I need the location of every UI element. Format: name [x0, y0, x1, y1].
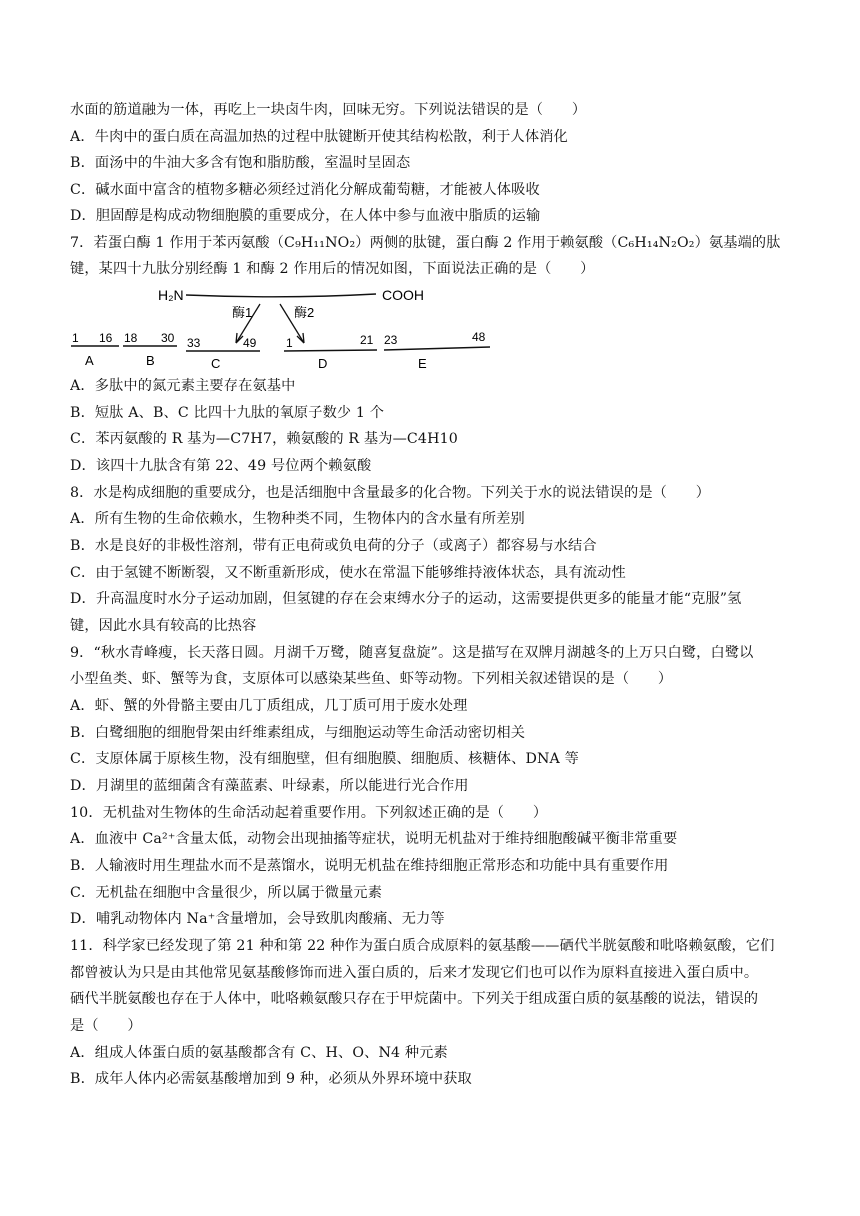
fragment-a-end: 16 — [99, 331, 113, 345]
q6-stem-continued: 水面的筋道融为一体，再吃上一块卤牛肉，回味无穷。下列说法错误的是（ ） — [70, 102, 587, 118]
q9-option-a: A．虾、蟹的外骨骼主要由几丁质组成，几丁质可用于废水处理 — [70, 698, 468, 714]
fragment-b-start: 18 — [124, 331, 138, 345]
q10-option-a: A．血液中 Ca²⁺含量太低，动物会出现抽搐等症状，说明无机盐对于维持细胞酸碱平衡非常重要 — [70, 831, 678, 847]
n-terminus-label: H₂N — [158, 287, 184, 303]
fragment-d-start: 1 — [286, 336, 293, 350]
q8-option-a: A．所有生物的生命依赖水，生物种类不同，生物体内的含水量有所差别 — [70, 511, 525, 527]
q11-stem-line1: 11．科学家已经发现了第 21 种和第 22 种作为蛋白质合成原料的氨基酸——硒代半胱氨酸和吡咯赖氨酸，它们 — [70, 938, 775, 954]
q7-option-b: B．短肽 A、B、C 比四十九肽的氧原子数少 1 个 — [70, 405, 385, 421]
peptide-cleavage-diagram — [66, 283, 506, 373]
q7-option-a: A．多肽中的氮元素主要存在氨基中 — [70, 378, 296, 394]
q9-stem-line2: 小型鱼类、虾、蟹等为食，支原体可以感染某些鱼、虾等动物。下列相关叙述错误的是（ ） — [70, 671, 673, 687]
q11-option-b: B．成年人体内必需氨基酸增加到 9 种，必须从外界环境中获取 — [70, 1071, 472, 1087]
q10-option-d: D．哺乳动物体内 Na⁺含量增加，会导致肌肉酸痛、无力等 — [70, 911, 445, 927]
q6-option-b: B．面汤中的牛油大多含有饱和脂肪酸，室温时呈固态 — [70, 155, 411, 171]
q6-option-c: C．碱水面中富含的植物多糖必须经过消化分解成葡萄糖，才能被人体吸收 — [70, 182, 540, 198]
q8-option-b: B．水是良好的非极性溶剂，带有正电荷或负电荷的分子（或离子）都容易与水结合 — [70, 538, 597, 554]
fragment-d-line — [284, 350, 377, 351]
fragment-b-end: 30 — [161, 331, 175, 345]
enzyme2-label: 酶2 — [294, 305, 315, 320]
fragment-e-start: 23 — [384, 333, 398, 347]
enzyme1-label: 酶1 — [232, 305, 253, 320]
q7-option-c: C．苯丙氨酸的 R 基为—C7H7，赖氨酸的 R 基为—C4H10 — [70, 431, 458, 447]
fragment-d-label: D — [318, 356, 328, 371]
q10-stem: 10．无机盐对生物体的生命活动起着重要作用。下列叙述正确的是（ ） — [70, 805, 548, 821]
fragment-e-line — [384, 347, 490, 350]
q10-option-c: C．无机盐在细胞中含量很少，所以属于微量元素 — [70, 885, 383, 901]
c-terminus-label: COOH — [382, 287, 424, 303]
q7-option-d: D．该四十九肽含有第 22、49 号位两个赖氨酸 — [70, 458, 372, 474]
fragment-c-end: 49 — [243, 336, 257, 350]
q8-option-d-line2: 键，因此水具有较高的比热容 — [70, 618, 257, 634]
q6-option-a: A．牛肉中的蛋白质在高温加热的过程中肽键断开使其结构松散，利于人体消化 — [70, 129, 568, 145]
fragment-a-label: A — [85, 353, 94, 368]
fragment-b-label: B — [146, 353, 155, 368]
q8-stem: 8．水是构成细胞的重要成分，也是活细胞中含量最多的化合物。下列关于水的说法错误的是（ ） — [70, 485, 711, 501]
fragment-e-label: E — [418, 356, 427, 371]
q8-option-c: C．由于氢键不断断裂，又不断重新形成，使水在常温下能够维持液体状态，具有流动性 — [70, 565, 626, 581]
fragment-e-end: 48 — [472, 330, 486, 344]
fragment-c-label: C — [211, 356, 221, 371]
q9-option-d: D．月湖里的蓝细菌含有藻蓝素、叶绿素，所以能进行光合作用 — [70, 778, 469, 794]
q11-stem-line3: 硒代半胱氨酸也存在于人体中，吡咯赖氨酸只存在于甲烷菌中。下列关于组成蛋白质的氨基酸的说法，错误的 — [70, 991, 759, 1007]
q10-option-b: B．人输液时用生理盐水而不是蒸馏水，说明无机盐在维持细胞正常形态和功能中具有重要作用 — [70, 858, 669, 874]
fragment-a-start: 1 — [72, 331, 79, 345]
peptide-chain-line — [186, 294, 376, 297]
q11-stem-line4: 是（ ） — [70, 1018, 142, 1034]
fragment-c-start: 33 — [187, 336, 201, 350]
q9-option-c: C．支原体属于原核生物，没有细胞壁，但有细胞膜、细胞质、核糖体、DNA 等 — [70, 751, 579, 767]
q8-option-d-line1: D．升高温度时水分子运动加剧，但氢键的存在会束缚水分子的运动，这需要提供更多的能量才能“克服”氢 — [70, 591, 742, 607]
q7-stem-line1: 7．若蛋白酶 1 作用于苯丙氨酸（C₉H₁₁NO₂）两侧的肽键，蛋白酶 2 作用于赖氨酸（C₆H₁₄N₂O₂）氨基端的肽 — [70, 235, 781, 251]
q6-option-d: D．胆固醇是构成动物细胞膜的重要成分，在人体中参与血液中脂质的运输 — [70, 208, 541, 224]
q11-option-a: A．组成人体蛋白质的氨基酸都含有 C、H、O、N4 种元素 — [70, 1045, 448, 1061]
q11-stem-line2: 都曾被认为只是由其他常见氨基酸修饰而进入蛋白质的，后来才发现它们也可以作为原料直接进入蛋白质中。 — [70, 965, 759, 981]
q7-stem-line2: 键，某四十九肽分别经酶 1 和酶 2 作用后的情况如图，下面说法正确的是（ ） — [70, 261, 595, 277]
q9-option-b: B．白鹭细胞的细胞骨架由纤维素组成，与细胞运动等生命活动密切相关 — [70, 725, 526, 741]
fragment-d-end: 21 — [360, 333, 374, 347]
q9-stem-line1: 9．“秋水青峰瘦，长天落日圆。月湖千万鹭，随喜复盘旋”。这是描写在双牌月湖越冬的上万只白鹭，白鹭以 — [70, 645, 754, 661]
